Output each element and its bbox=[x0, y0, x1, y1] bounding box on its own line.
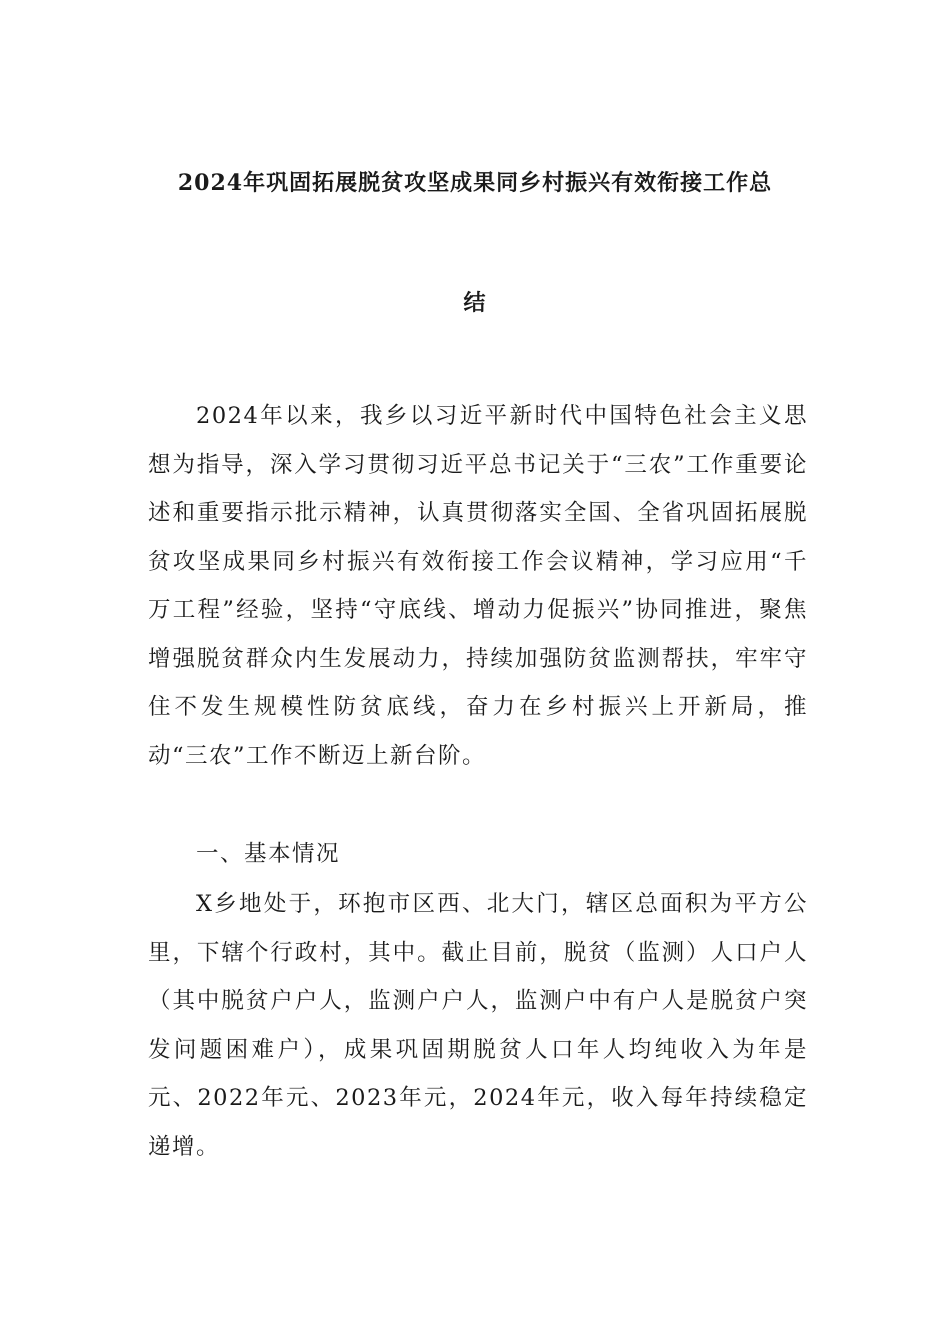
section-heading-basic-situation: 一、基本情况 bbox=[196, 841, 341, 867]
intro-paragraph: 2024年以来，我乡以习近平新时代中国特色社会主义思想为指导，深入学习贯彻习近平总书记关于“三农”工作重要论述和重要指示批示精神，认真贯彻落实全国、全省巩固拓展脱贫攻坚成果同乡村振兴有效衔接工作会议精神，学习应用“千万工程”经验，坚持“守底线、增动力促振兴”协同推进，聚焦增强脱贫群众内生发展动力，持续加强防贫监测帮扶，牢牢守住不发生规模性防贫底线，奋力在乡村振兴上开新局，推动“三农”工作不断迈上新台阶。 bbox=[148, 403, 808, 769]
basic-situation-paragraph: X乡地处于，环抱市区西、北大门，辖区总面积为平方公里，下辖个行政村，其中。截止目前，脱贫（监测）人口户人（其中脱贫户户人，监测户户人，监测户中有户人是脱贫户突发问题困难户），成果巩固期脱贫人口年人均纯收入为年是元、2022年元、2023年元，2024年元，收入每年持续稳定递增。 bbox=[148, 891, 808, 1160]
document-title-line-2: 结 bbox=[463, 290, 487, 316]
document-title-line-1: 2024年巩固拓展脱贫攻坚成果同乡村振兴有效衔接工作总 bbox=[177, 170, 773, 196]
